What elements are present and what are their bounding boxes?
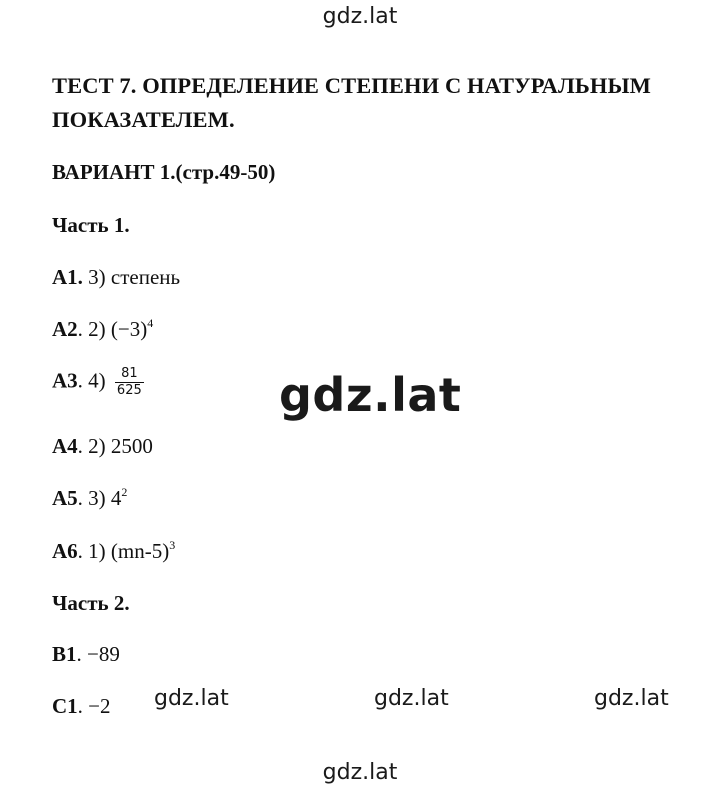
answer-label: А3 bbox=[52, 368, 78, 393]
test-title: ТЕСТ 7. ОПРЕДЕЛЕНИЕ СТЕПЕНИ С НАТУРАЛЬНЫМ ПОКАЗАТЕЛЕМ. bbox=[52, 73, 651, 132]
watermark-center: gdz.lat bbox=[279, 368, 462, 422]
answer-label: А4 bbox=[52, 434, 78, 458]
answer-text: 3) степень bbox=[82, 265, 181, 289]
answer-exponent: 4 bbox=[147, 316, 154, 330]
fraction-denominator: 625 bbox=[116, 383, 142, 398]
watermark-bottom: gdz.lat bbox=[322, 760, 398, 785]
answer-label: А2 bbox=[52, 317, 78, 341]
answer-text: . 2) 2500 bbox=[77, 434, 153, 458]
answer-label: А1. bbox=[52, 265, 83, 289]
answer-a4 bbox=[52, 434, 153, 459]
answer-a5 bbox=[52, 486, 127, 511]
answer-text: . −89 bbox=[76, 642, 120, 666]
answer-b1 bbox=[52, 642, 120, 667]
answer-a6 bbox=[52, 539, 175, 564]
answer-text: . 2) (−3) bbox=[77, 317, 148, 341]
answer-exponent: 2 bbox=[121, 485, 128, 499]
answer-exponent: 3 bbox=[169, 538, 176, 552]
answer-text: . 4) bbox=[77, 368, 111, 393]
answer-text: . 3) 4 bbox=[77, 486, 122, 510]
answer-label: А5 bbox=[52, 486, 78, 510]
watermark-row-left: gdz.lat bbox=[154, 686, 229, 711]
fraction bbox=[115, 366, 144, 399]
part1-heading: Часть 1. bbox=[52, 213, 130, 237]
answer-label: А6 bbox=[52, 539, 78, 563]
answer-label: В1 bbox=[52, 642, 77, 666]
answer-label: С1 bbox=[52, 694, 78, 718]
answer-a2 bbox=[52, 317, 153, 342]
answer-text: . −2 bbox=[77, 694, 111, 718]
answer-a1 bbox=[52, 265, 180, 290]
answer-a3 bbox=[52, 366, 144, 399]
answer-c1 bbox=[52, 694, 111, 719]
fraction-numerator: 81 bbox=[121, 366, 138, 381]
part2-heading: Часть 2. bbox=[52, 591, 130, 615]
variant-heading: ВАРИАНТ 1.(стр.49-50) bbox=[52, 160, 276, 184]
answer-text: . 1) (mn-5) bbox=[77, 539, 170, 563]
watermark-row-right: gdz.lat bbox=[594, 686, 669, 711]
watermark-top: gdz.lat bbox=[322, 4, 398, 29]
watermark-row-middle: gdz.lat bbox=[374, 686, 449, 711]
